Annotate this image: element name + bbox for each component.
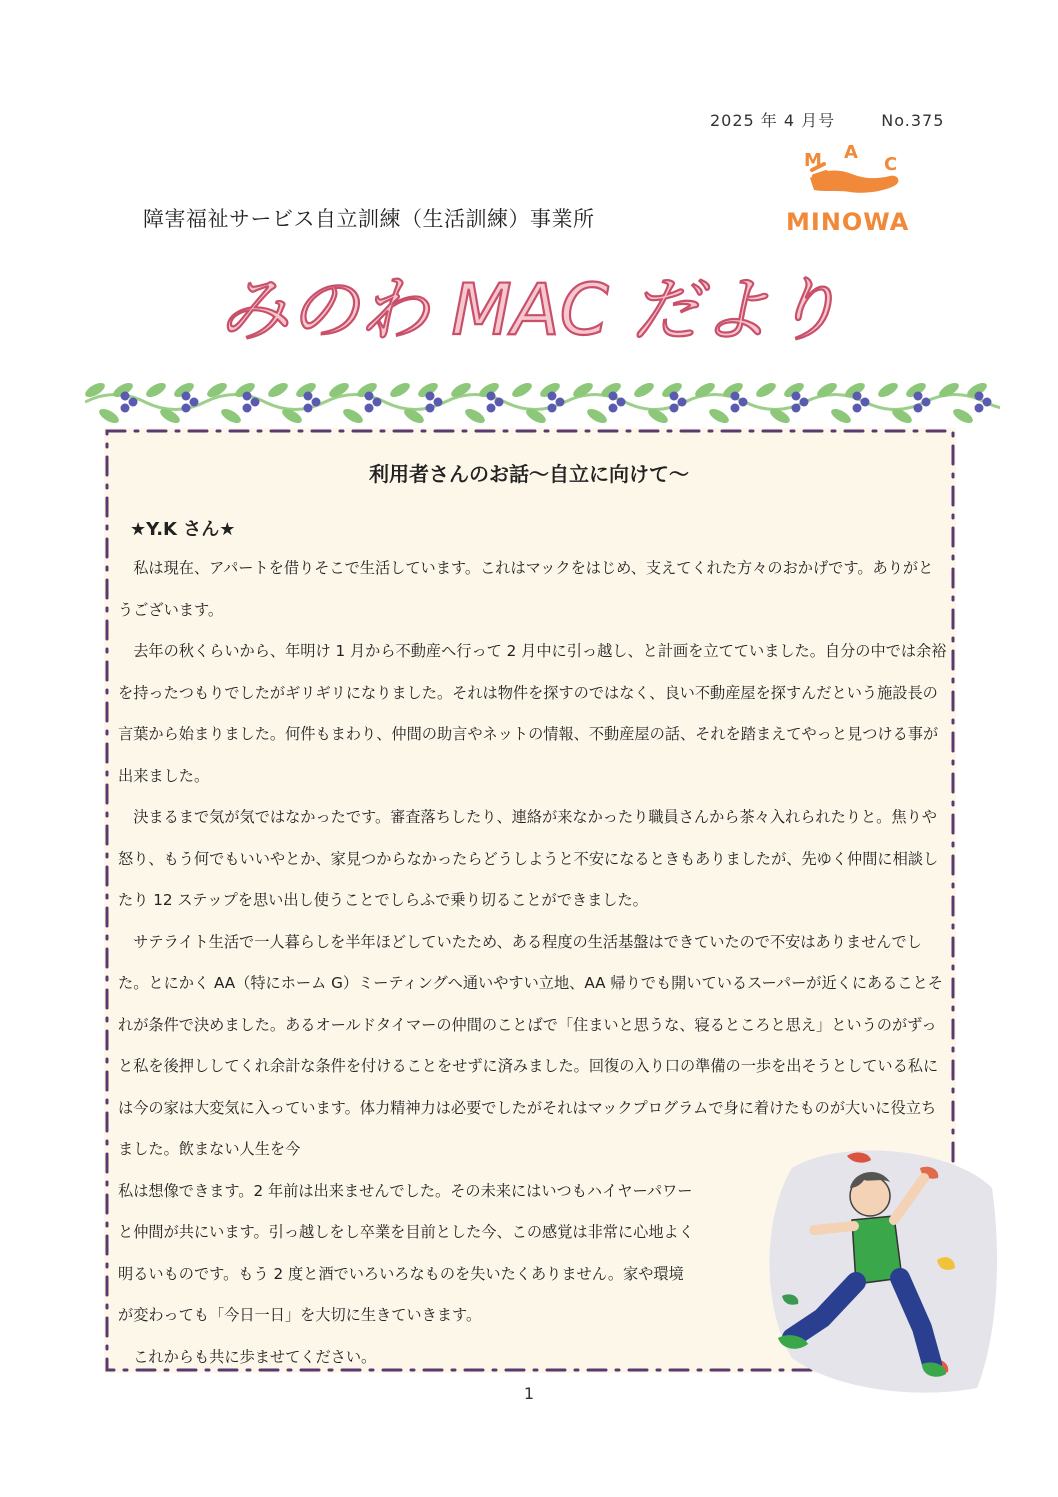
berry-icon [487,404,496,413]
leaf-icon [266,380,290,400]
berry-icon [304,404,313,413]
berry-icon [373,398,382,407]
berry-icon [792,404,801,413]
berry-icon [495,398,504,407]
paragraph-line: と仲間が共にいます。引っ越しをし卒業を目前とした今、この感覚は非常に心地よく [118,1223,694,1241]
berry-icon [609,404,618,413]
berry-icon [426,392,435,401]
leaf-icon [632,380,656,400]
berry-icon [914,404,923,413]
berry-icon [304,392,313,401]
berry-icon [182,392,191,401]
berry-icon [731,404,740,413]
berry-icon [556,398,565,407]
paragraph-line: 私は想像できます。2 年前は出来ませんでした。その未来にはいつもハイヤーパワー [118,1181,693,1200]
berry-icon [121,404,130,413]
berry-icon [487,392,496,401]
berry-icon [243,404,252,413]
article-title: 利用者さんのお話～自立に向けて～ [369,462,689,486]
svg-text:C: C [884,154,898,175]
berry-icon [251,398,260,407]
paragraph-line: が変わっても「今日一日」を大切に生きていきます。 [118,1306,482,1324]
organization-name: 障害福祉サービス自立訓練（生活訓練）事業所 [143,207,595,231]
issue-number: No.375 [881,111,945,130]
leaf-icon [951,406,975,426]
berry-icon [548,404,557,413]
leaf-icon [754,380,778,400]
minowa-mac-logo [782,140,922,244]
leaf-icon [707,406,731,426]
berry-icon [129,398,138,407]
berry-icon [426,404,435,413]
newsletter-title-text: みのわ MAC だより [219,269,841,351]
leaf-icon [341,406,365,426]
berry-icon [670,392,679,401]
berry-icon [617,398,626,407]
leaf-icon [388,380,412,400]
paragraph: 決まるまで気が気ではなかったです。審査落ちしたり、連絡が来なかったり職員さんから茶々入れられたりと。焦りや怒り、もう何でもいいやとか、家見つからなかったらどうしようと不安になるときもありましたが、先ゆく仲間に相談したり 12 ステップを思い出し使うことでしらふで乗り切ることができました。 [118,808,939,909]
berry-icon [922,398,931,407]
paragraph-line: 明るいものです。もう 2 度と酒でいろいろなものを失いたくありません。家や環境 [118,1264,684,1283]
berry-icon [609,392,618,401]
paragraph: 私は現在、アパートを借りそこで生活しています。これはマックをはじめ、支えてくれた方々のおかげです。ありがとうございます。 [118,559,934,619]
article-author: ★Y.K さん★ [130,519,236,540]
berry-icon [190,398,199,407]
berry-icon [731,392,740,401]
climber-illustration [752,1138,1002,1400]
leaf-icon [585,406,609,426]
berry-icon [121,392,130,401]
berry-icon [792,392,801,401]
berry-icon [914,392,923,401]
leaf-icon [829,406,853,426]
paragraph: これからも共に歩ませてください。 [133,1347,377,1366]
berry-icon [800,398,809,407]
issue-info [710,108,944,131]
berry-icon [548,392,557,401]
leaf-icon [463,406,487,426]
berry-icon [312,398,321,407]
berry-icon [365,404,374,413]
paragraph: サテライト生活で一人暮らしを半年ほどしていたため、ある程度の生活基盤はできていたので不安はありませんでした。とにかく AA（特にホーム G）ミーティングへ通いやすい立地、AA 帰りでも開いているスーパーが近くにあることそれが条件で決めました。あるオールドタイマーの仲間のことばで「住まいと思うな、寝るところと思え」というのがずっと私を後押ししてくれ余計な条件を付けることをせずに済みました。回復の入り口の準備の一歩を出そうとしている私には今の家は大変気に入っています。体力精神力は必要でしたがそれはマックプログラムで身に着けたものが大いに役立ちました。飲まない人生を今 [118,932,943,1158]
berry-icon [853,404,862,413]
mac-hand-logo-icon [802,140,912,210]
svg-text:A: A [844,142,858,163]
svg-text:M: M [804,150,822,171]
issue-date: 2025 年 4 月号 [710,111,836,130]
paragraph: 去年の秋くらいから、年明け 1 月から不動産へ行って 2 月中に引っ越し、と計画を立てていました。自分の中では余裕を持ったつもりでしたがギリギリになりました。それは物件を探すのではなく、良い不動産屋を探すんだという施設長の言葉から始まりました。何件もまわり、仲間の助言やネットの情報、不動産屋の話、それを踏まえてやっと見つける事が出来ました。 [118,642,947,785]
berry-icon [739,398,748,407]
berry-icon [434,398,443,407]
leaf-icon [144,380,168,400]
berry-icon [678,398,687,407]
berry-icon [670,404,679,413]
leaf-icon [97,406,121,426]
leaf-icon [219,406,243,426]
berry-icon [853,392,862,401]
berry-icon [243,392,252,401]
berry-icon [182,404,191,413]
logo-text: MINOWA [786,208,910,236]
leaf-icon [510,380,534,400]
berry-icon [975,404,984,413]
berry-icon [975,392,984,401]
berry-icon [861,398,870,407]
page-number: 1 [523,1384,535,1403]
berry-icon [983,398,992,407]
leaf-icon [876,380,900,400]
berry-icon [365,392,374,401]
newsletter-title [160,262,900,362]
